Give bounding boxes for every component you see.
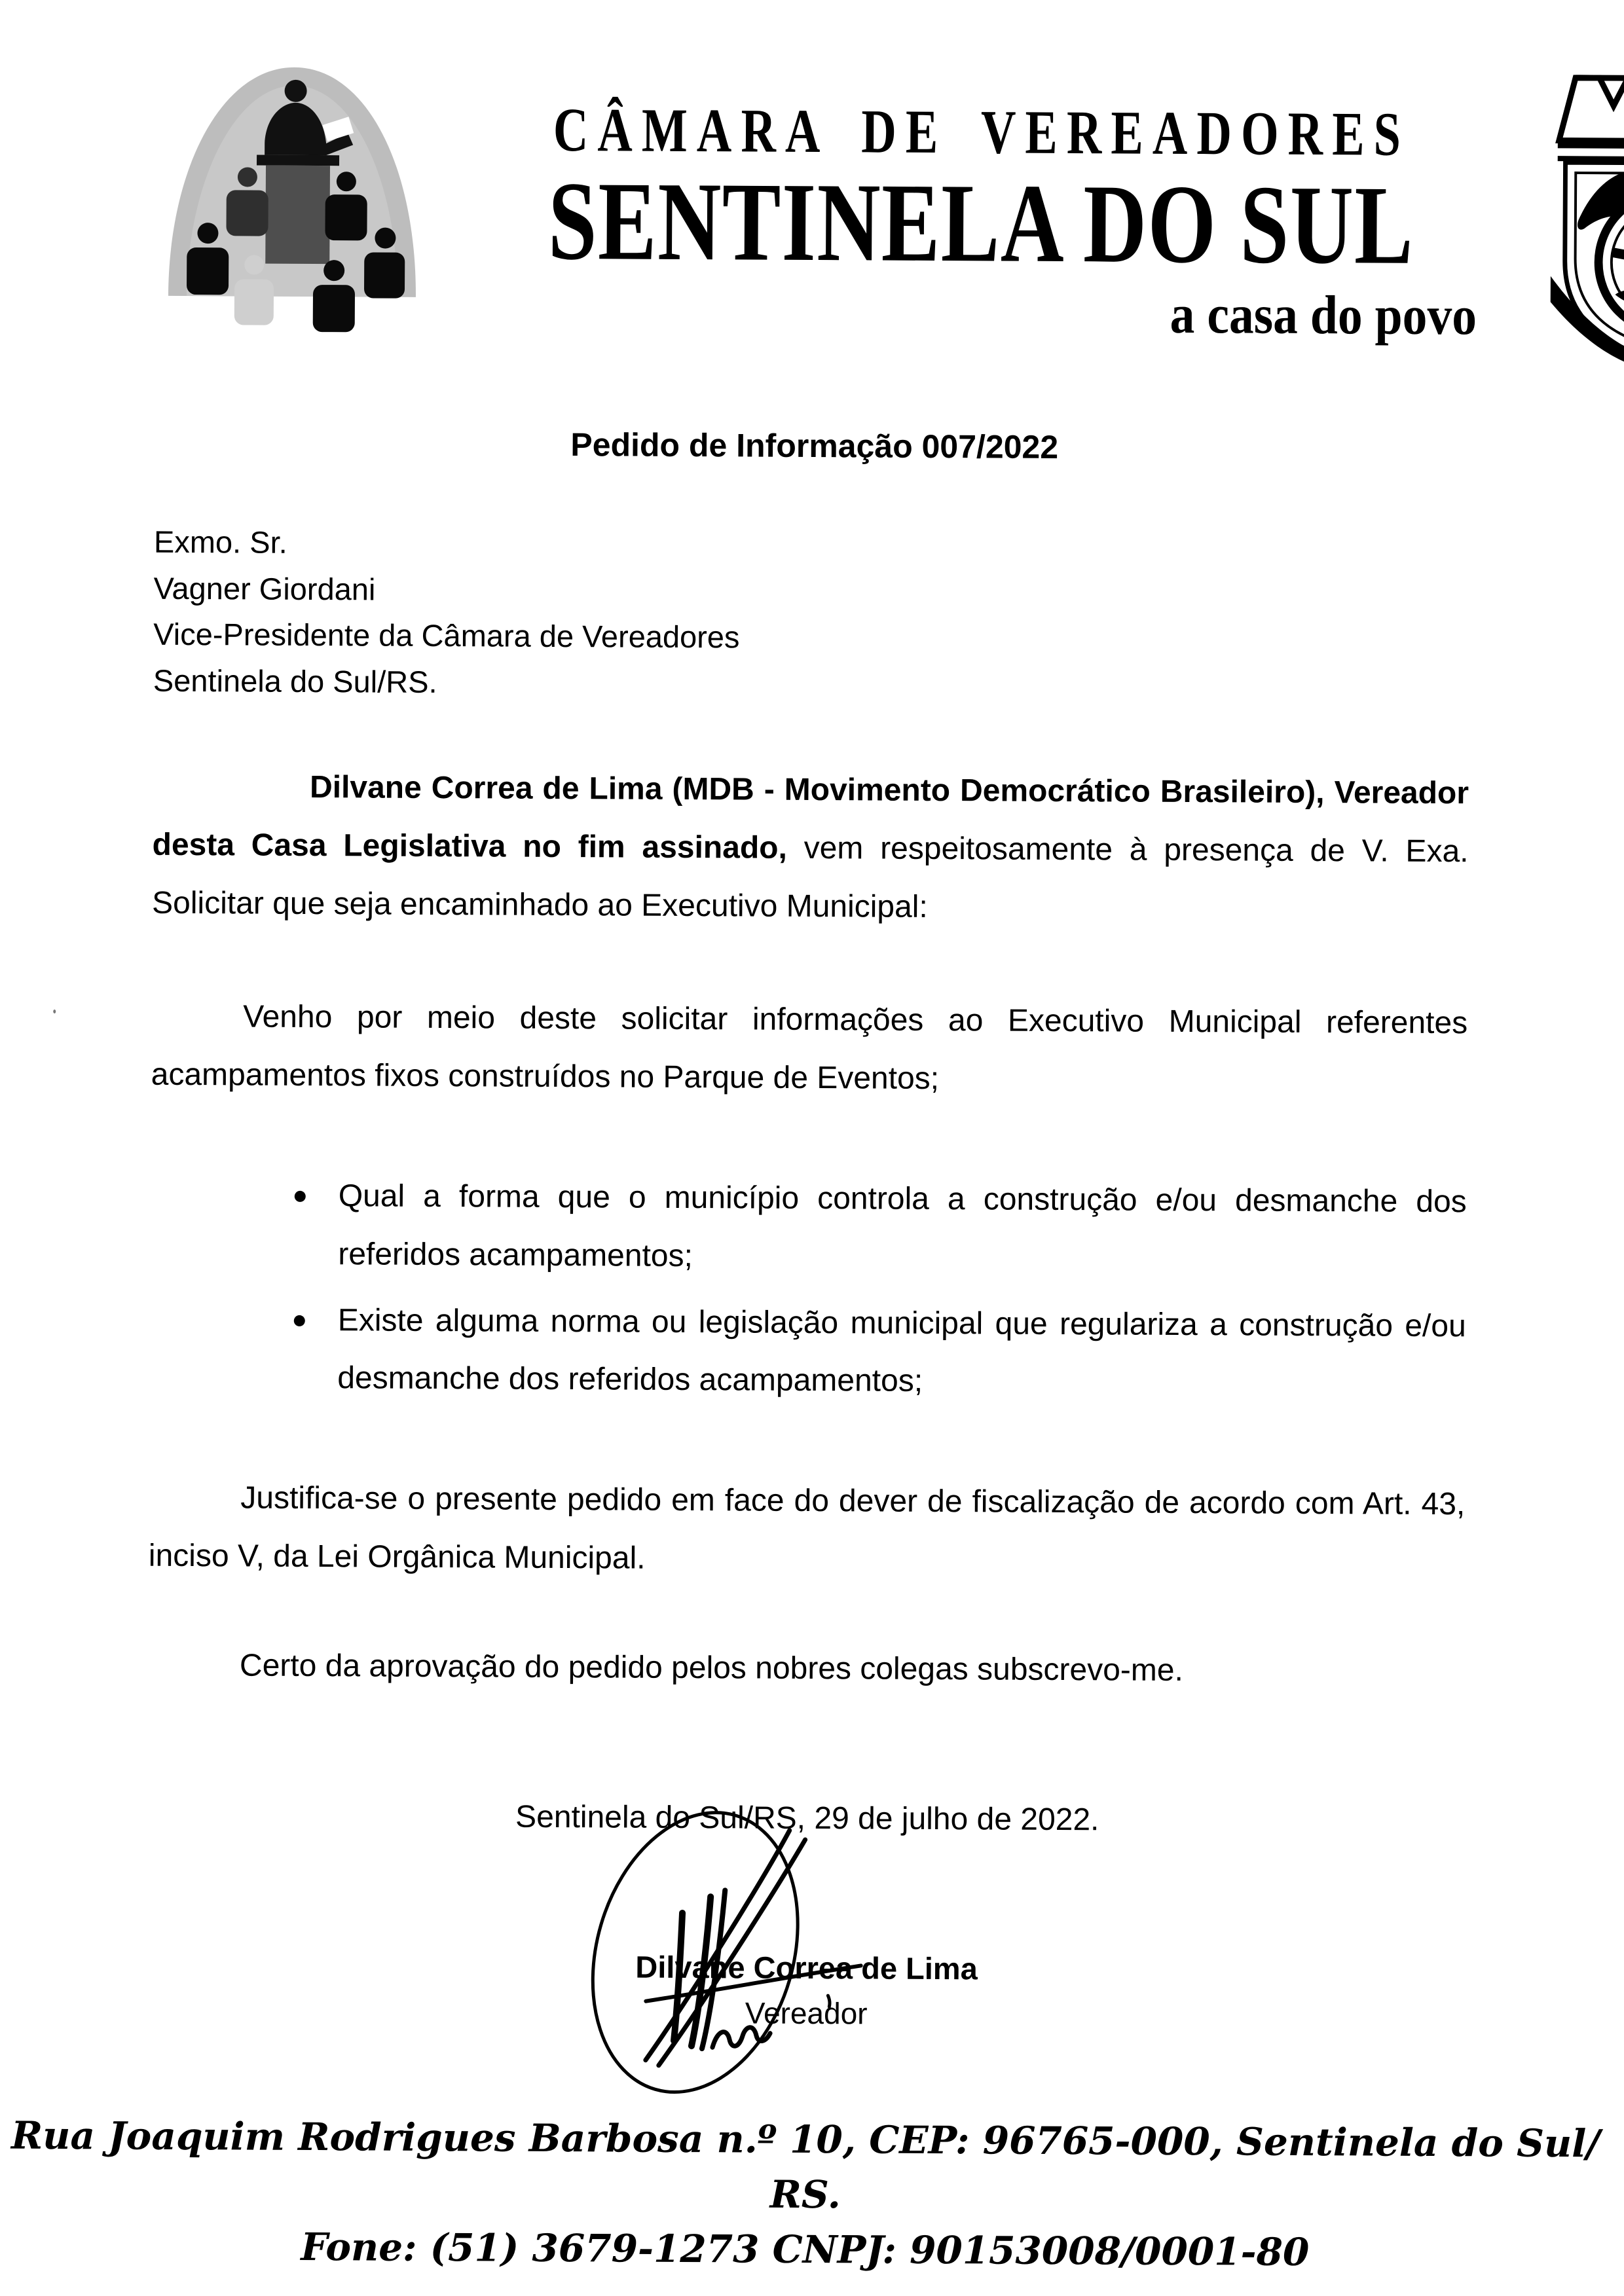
recipient-block (153, 519, 1624, 712)
assembly-audience-logo-icon (160, 59, 423, 368)
paragraph-closing: Certo da aprovação do pedido pelos nobres colegas subscrevo-me. (239, 1648, 1184, 1688)
author-bold-lead: Dilvane Correa de Lima (MDB - Movimento Democrático Brasileiro), Vereador desta Casa Legislativa no fim assinado, (152, 769, 1469, 866)
bullet-dot-icon (294, 1315, 305, 1326)
letter-footer (0, 2107, 1617, 2281)
paragraph-request: Venho por meio deste solicitar informações ao Executivo Municipal referentes acampamentos fixos construídos no Parque de Eventos; (151, 999, 1468, 1097)
paragraph-introduction (152, 758, 1469, 939)
scan-speck (53, 1010, 56, 1013)
list-item-text: Qual a forma que o município controla a construção e/ou desmanche dos referidos acampamentos; (338, 1178, 1467, 1273)
municipal-coat-of-arms-icon (1539, 66, 1624, 375)
request-items-list (293, 1167, 1467, 1414)
page-title: Pedido de Informação 007/2022 (570, 426, 1059, 465)
signer-name: Dilvane Correa de Lima (635, 1949, 978, 1986)
list-item (294, 1167, 1467, 1290)
letterhead (160, 59, 1487, 374)
recipient-line: Vagner Giordani (153, 570, 376, 607)
recipient-line: Vice-Presidente da Câmara de Vereadores (153, 616, 740, 655)
footer-address: Rua Joaquim Rodrigues Barbosa n.º 10, CEP: 96765-000, Sentinela do Sul/ RS. (10, 2113, 1600, 2217)
org-name-line2: SENTINELA DO SUL (547, 158, 1414, 288)
paragraph-intro-rest: vem respeitosamente à presença de V. Exa. Solicitar que seja encaminhado ao Executivo Municipal: (151, 830, 1469, 924)
list-item-text: Existe alguma norma ou legislação municipal que regulariza a construção e/ou desmanche dos referidos acampamentos; (337, 1302, 1466, 1399)
org-name-line1: CÂMARA DE VEREADORES (553, 94, 1411, 169)
list-item (293, 1291, 1466, 1413)
recipient-line: Sentinela do Sul/RS. (153, 663, 437, 699)
paragraph-justification: Justifica-se o presente pedido em face do dever de fiscalização de acordo com Art. 43, inciso V, da Lei Orgânica Municipal. (148, 1480, 1466, 1576)
handwritten-signature-icon (547, 1797, 876, 2100)
date-line: Sentinela do Sul/RS, 29 de julho de 2022. (515, 1799, 1099, 1837)
bullet-dot-icon (295, 1191, 306, 1202)
footer-contact: Fone: (51) 3679-1273 CNPJ: 90153008/0001-80 (301, 2224, 1310, 2274)
signer-role: Vereador (745, 1995, 868, 2031)
brand-block (422, 94, 1540, 347)
org-tagline: a casa do povo (1170, 283, 1477, 347)
signature-block (0, 1832, 1619, 2116)
recipient-line: Exmo. Sr. (153, 524, 287, 560)
